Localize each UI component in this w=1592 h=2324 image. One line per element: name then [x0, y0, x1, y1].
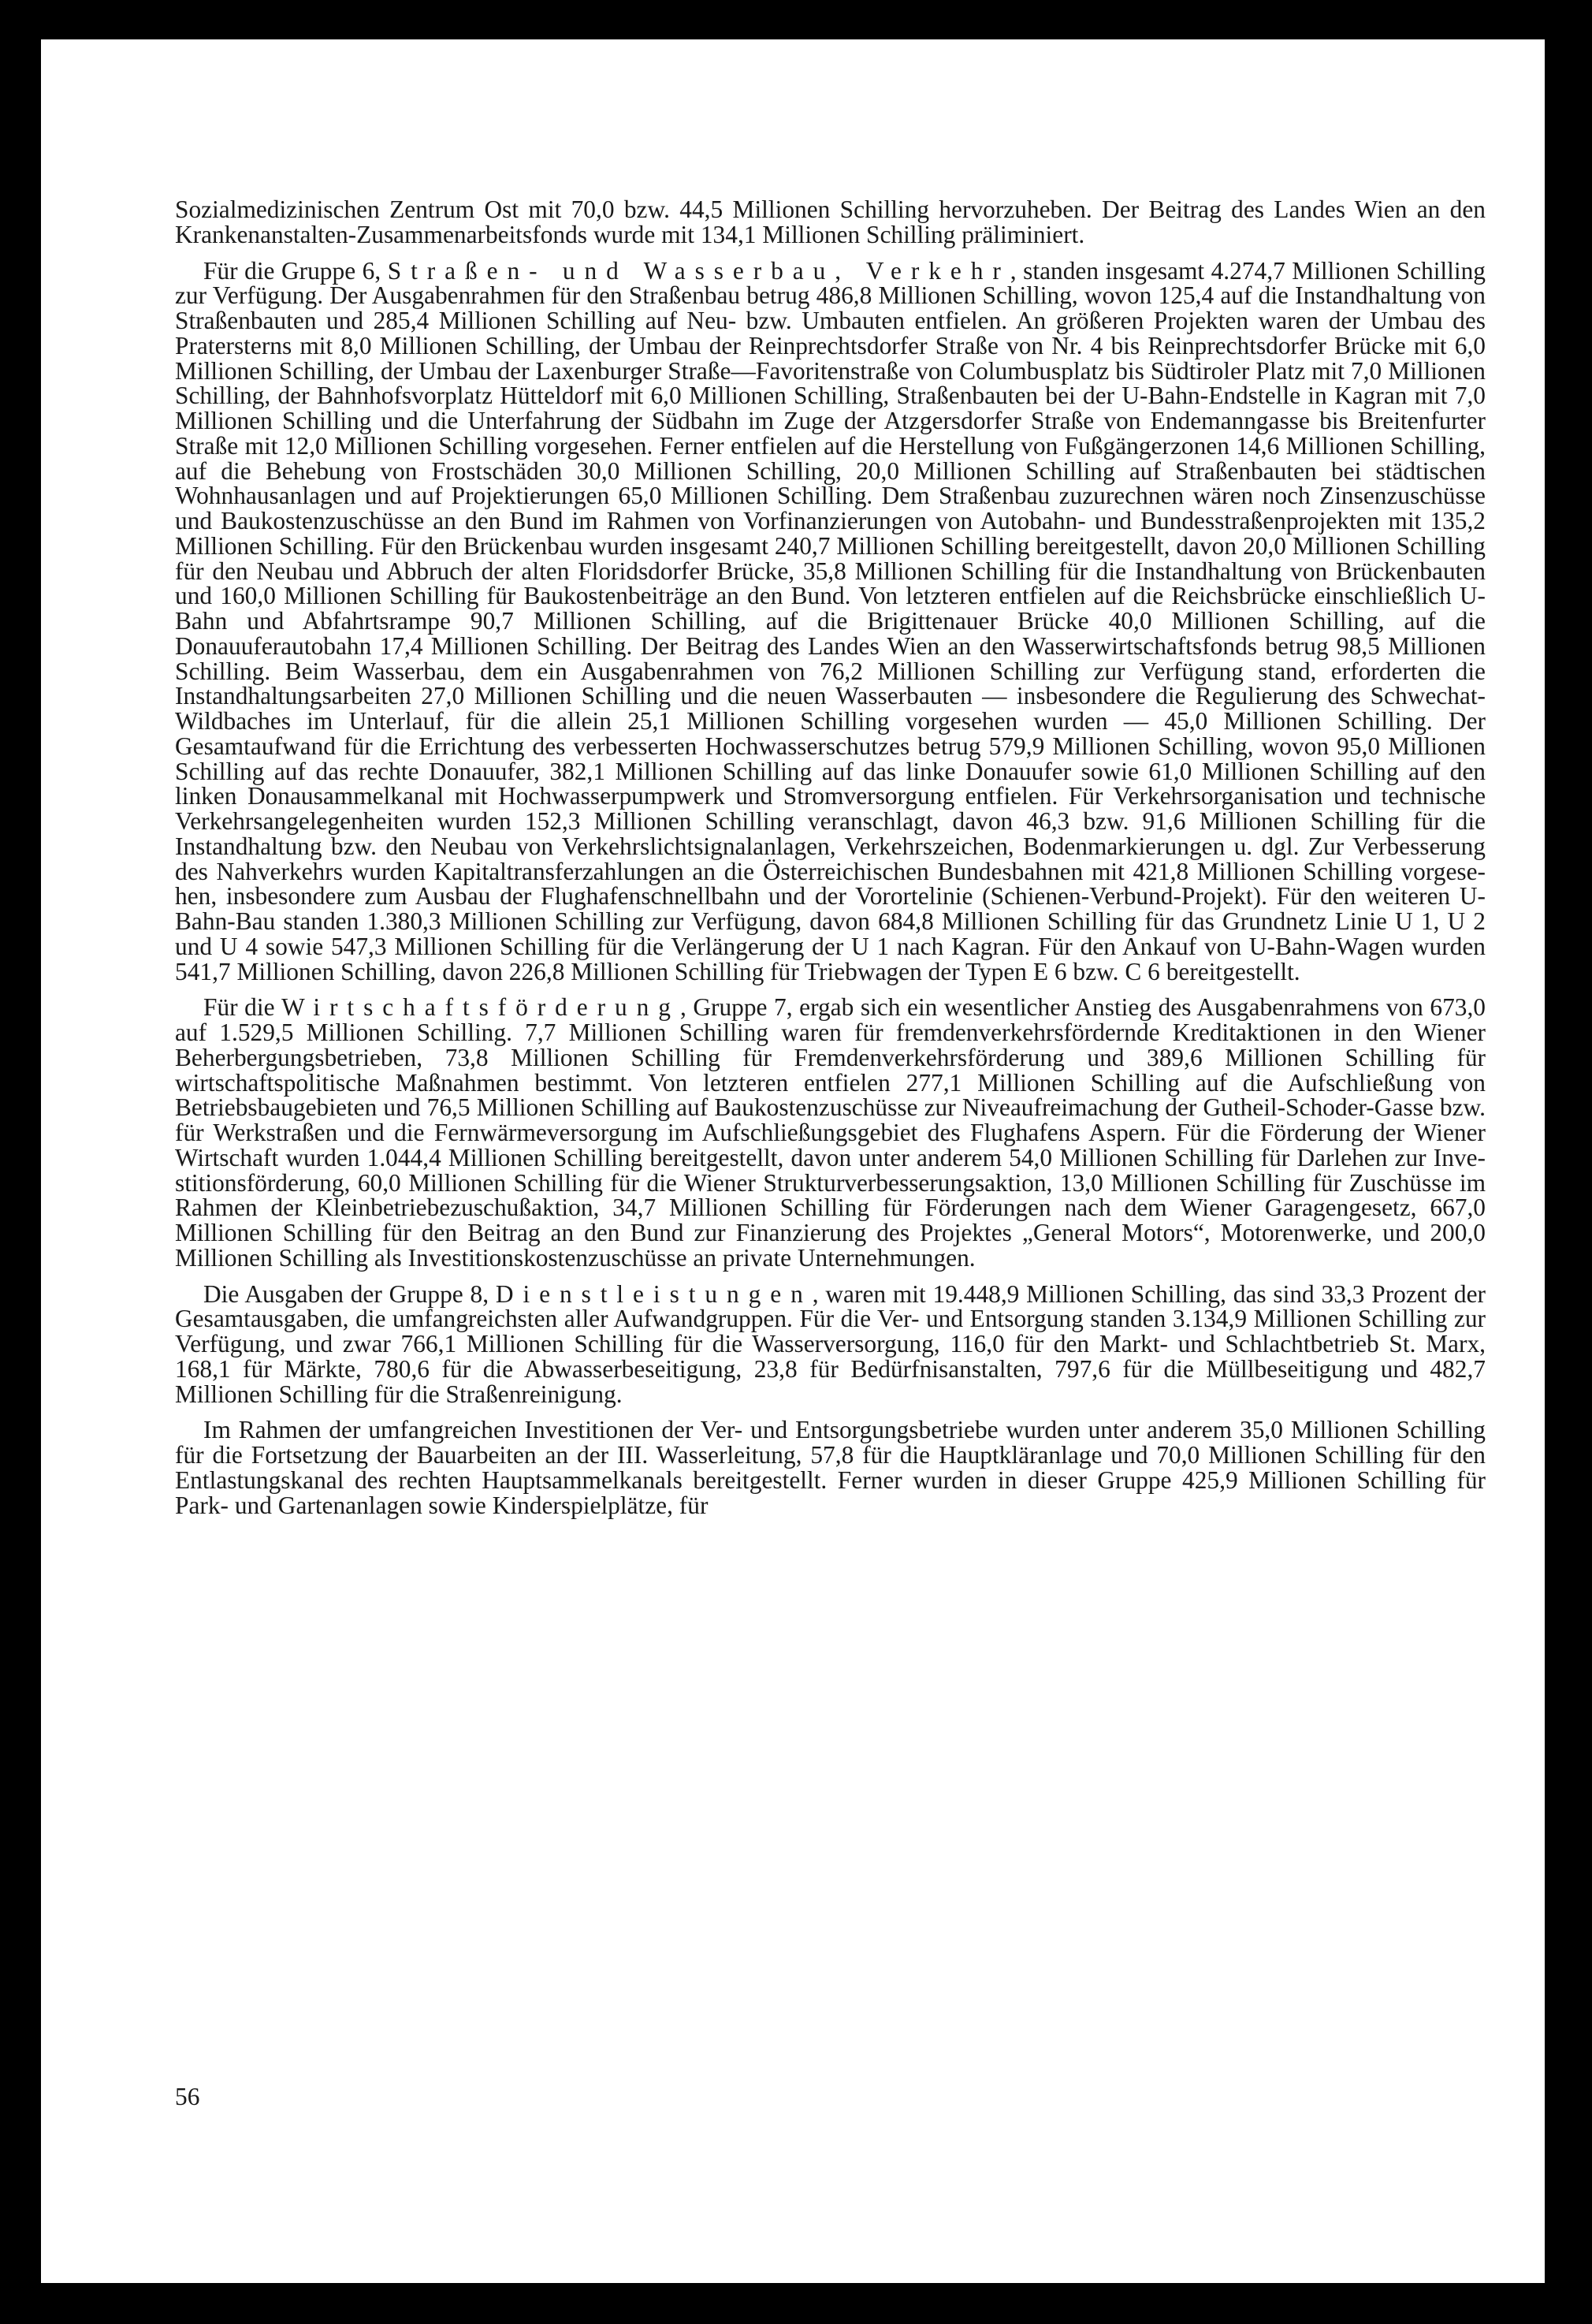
spaced-heading-term: Dienstleistungen: [495, 1279, 813, 1308]
paragraph-text: , waren mit 19.448,9 Millionen Schilling, das sind 33,3 Prozent der Gesamtausgaben, die umfangreichsten aller Aufwandgruppen. Für die Ver- und Entsorgung standen 3.134,9 Millionen Schilling zur Verfügung, und zwar 766,1 Millionen Schilling für die Wasserversorgung, 116,0 für den Markt- und Schlachtbetrieb St. Marx, 168,1 für Märkte, 780,6 für die Abwasserbeseitigung, 23,8 für Bedürfnisanstalten, 797,6 für die Müllbeseitigung und 482,7 Millionen Schilling für die Straßenreinigung.: [175, 1279, 1486, 1408]
paragraph-text: Im Rahmen der umfangreichen Investitionen der Ver- und Entsorgungsbetriebe wurden unter anderem 35,0 Millionen Schilling für die Fortsetzung der Bauarbeiten an der III. Wasserleitung, 57,8 für die Hauptkläranlage und 70,0 Millionen Schilling für den Entlastungskanal des rechten Hauptsammelkanals bereitgestellt. Ferner wurden in dieser Gruppe 425,9 Millionen Schilling für Park- und Gartenanlagen sowie Kinderspielplätze, für: [175, 1416, 1486, 1519]
paragraph: [175, 995, 1486, 1270]
paragraph: [175, 197, 1486, 248]
paragraph-text: Für die Gruppe 6,: [203, 256, 388, 285]
paragraph: [175, 1279, 1486, 1408]
paragraph-text: Die Ausgaben der Gruppe 8,: [203, 1279, 496, 1308]
spaced-heading-term: Wirtschaftsförderung: [281, 993, 680, 1022]
page-number: 56: [175, 2083, 200, 2110]
body-text: [175, 197, 1486, 1529]
paragraph: [175, 256, 1486, 985]
paragraph: [175, 1417, 1486, 1518]
paragraph-text: Sozialmedizinischen Zentrum Ost mit 70,0 bzw. 44,5 Millionen Schilling hervorzuheben. Der Beitrag des Landes Wien an den Krankenanstalten-Zusammenarbeitsfonds wurde mit 134,1 Millionen Schilling präliminiert.: [175, 196, 1486, 248]
paragraph-text: , standen insgesamt 4.274,7 Millionen Schilling zur Verfügung. Der Ausgabenrahmen für den Straßenbau betrug 486,8 Millionen Schilling, wovon 125,4 auf die Instandhaltung von Straßenbauten und 285,4 Millionen Schilling auf Neu- bzw. Umbauten entfielen. An größeren Projekten waren der Umbau des Pratersterns mit 8,0 Millionen Schilling, der Umbau der Reinprechtsdorfer Straße von Nr. 4 bis Reinprechtsdorfer Brücke mit 6,0 Millionen Schilling, der Umbau der Laxenburger Straße—Favoritenstraße von Columbusplatz bis Südtiroler Platz mit 7,0 Millionen Schilling, der Bahnhofsvorplatz Hütteldorf mit 6,0 Millionen Schilling, Straßenbauten bei der U-Bahn-Endstelle in Kagran mit 7,0 Millionen Schilling und die Unterfahrung der Südbahn im Zuge der Atzgersdorfer Straße von Endemanngasse bis Breitenfurter Straße mit 12,0 Millionen Schilling vorgesehen. Ferner entfielen auf die Herstellung von Fußgängerzonen 14,6 Millionen Schilling, auf die Behebung von Frostschäden 30,0 Millionen Schilling, 20,0 Millionen Schilling auf Straßenbauten bei städtischen Wohnhausanlagen und auf Projektierungen 65,0 Millionen Schilling. Dem Straßenbau zuzurechnen wären noch Zinsenzuschüsse und Baukostenzuschüsse an den Bund im Rahmen von Vorfinanzierungen von Autobahn- und Bundesstraßenprojekten mit 135,2 Millionen Schilling. Für den Brückenbau wurden insgesamt 240,7 Millionen Schilling bereitgestellt, davon 20,0 Millionen Schilling für den Neubau und Abbruch der alten Floridsdorfer Brücke, 35,8 Millionen Schilling für die Instandhaltung von Brückenbauten und 160,0 Millionen Schilling für Baukostenbeiträge an den Bund. Von letzteren entfielen auf die Reichsbrücke einschließlich U-Bahn und Abfahrtsrampe 90,7 Millionen Schilling, auf die Brigittenauer Brücke 40,0 Millionen Schilling, auf die Donauuferautobahn 17,4 Millionen Schilling. Der Beitrag des Landes Wien an den Wasserwirtschaftsfonds betrug 98,5 Millionen Schilling. Beim Wasserbau, dem ein Ausgabenrahmen von 76,2 Millionen Schilling zur Verfügung stand, erforderten die Instandhaltungsarbeiten 27,0 Millionen Schilling und die neuen Wasserbauten — insbesondere die Regulierung des Schwechat-Wildbaches im Unterlauf, für die allein 25,1 Millionen Schilling vorgesehen wurden — 45,0 Millionen Schilling. Der Gesamtaufwand für die Errichtung des verbesserten Hochwasserschutzes betrug 579,9 Millionen Schilling, wovon 95,0 Millionen Schilling auf das rechte Donauufer, 382,1 Millionen Schilling auf das linke Donauufer sowie 61,0 Millionen Schilling auf den linken Donausammelkanal mit Hochwasserpumpwerk und Stromversorgung entfielen. Für Verkehrsorganisation und technische Verkehrsangelegenheiten wurden 152,3 Millionen Schilling veranschlagt, davon 46,3 bzw. 91,6 Millionen Schilling für die Instandhaltung bzw. den Neubau von Verkehrslichtsignalanlagen, Verkehrszeichen, Bodenmarkierungen u. dgl. Zur Verbesserung des Nahverkehrs wurden Kapitaltransferzahlungen an die Österreichischen Bundesbahnen mit 421,8 Millionen Schilling vorgesehen, insbesondere zum Ausbau der Flughafenschnellbahn und der Vorortelinie (Schienen-Verbund-Projekt). Für den weiteren U-Bahn-Bau standen 1.380,3 Millionen Schilling zur Verfügung, davon 684,8 Millionen Schilling für das Grundnetz Linie U 1, U 2 und U 4 sowie 547,3 Millionen Schilling für die Verlängerung der U 1 nach Kagran. Für den Ankauf von U-Bahn-Wagen wurden 541,7 Millionen Schilling, davon 226,8 Millionen Schilling für Triebwagen der Typen E 6 bzw. C 6 bereitgestellt.: [175, 256, 1486, 985]
document-page: [41, 39, 1545, 2283]
paragraph-text: Für die: [203, 993, 282, 1022]
paragraph-text: , Gruppe 7, ergab sich ein wesentlicher Anstieg des Ausgabenrahmens von 673,0 auf 1.529,5 Millionen Schilling. 7,7 Millionen Schilling waren für fremdenverkehrsfördernde Kreditaktionen in den Wiener Beherbergungsbetrieben, 73,8 Millionen Schilling für Fremdenverkehrsförderung und 389,6 Millionen Schilling für wirtschaftspolitische Maßnahmen bestimmt. Von letzteren entfielen 277,1 Millionen Schilling auf die Aufschließung von Betriebsbaugebieten und 76,5 Millionen Schilling auf Baukostenzuschüsse zur Niveaufreimachung der Gutheil-Schoder-Gasse bzw. für Werkstraßen und die Fernwärmeversorgung im Aufschließungsgebiet des Flughafens Aspern. Für die Förderung der Wiener Wirtschaft wurden 1.044,4 Millionen Schilling bereitgestellt, davon unter anderem 54,0 Millionen Schilling für Darlehen zur Investitionsförderung, 60,0 Millionen Schilling für die Wiener Strukturverbesserungsaktion, 13,0 Millionen Schilling für Zuschüsse im Rahmen der Kleinbetriebezuschußaktion, 34,7 Millionen Schilling für Förderungen nach dem Wiener Garagengesetz, 667,0 Millionen Schilling für den Beitrag an den Bund zur Finanzierung des Projektes „General Motors“, Motorenwerke, und 200,0 Millionen Schilling als Investitionskostenzuschüsse an private Unternehmungen.: [175, 993, 1486, 1272]
spaced-heading-term: Straßen- und Wasserbau, Verkehr: [387, 256, 1010, 285]
